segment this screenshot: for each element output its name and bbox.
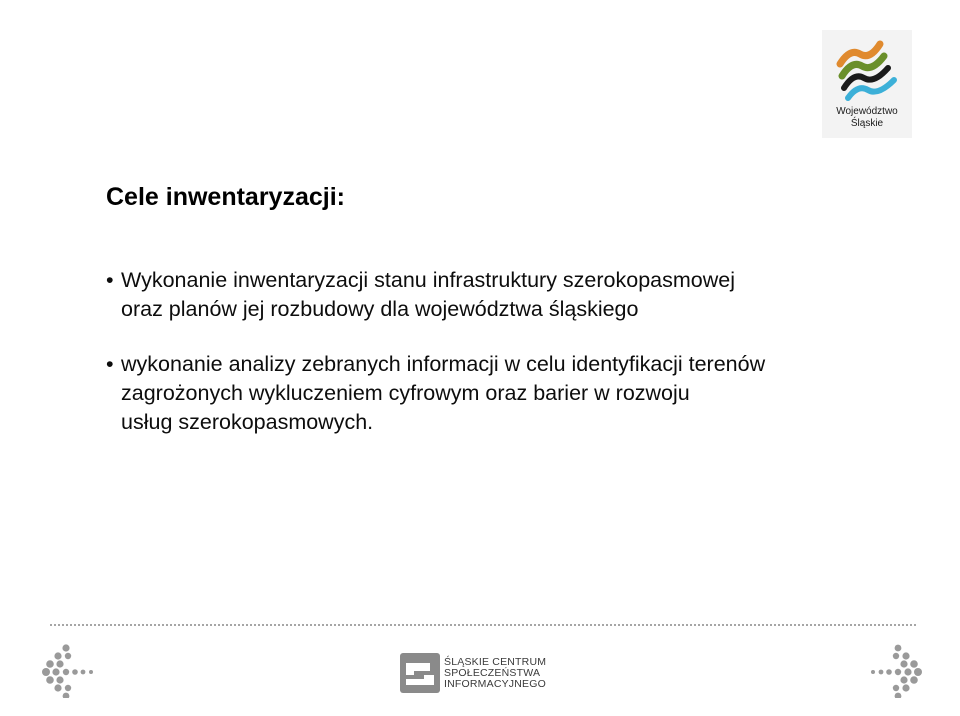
bullet-2-line-1: wykonanie analizy zebranych informacji w celu identyfikacji terenów bbox=[121, 352, 766, 376]
dot-arrow-icon bbox=[866, 642, 922, 698]
bullet-2-line-2: zagrożonych wykluczeniem cyfrowym oraz barier w rozwoju bbox=[121, 381, 690, 405]
scsi-logo-text bbox=[444, 657, 570, 690]
scsi-logo bbox=[400, 651, 570, 695]
bullet-item-1 bbox=[106, 266, 866, 324]
bullet-1-line-1: Wykonanie inwentaryzacji stanu infrastruktury szerokopasmowej bbox=[121, 268, 736, 292]
bullet-1-line-2: oraz planów jej rozbudowy dla województwa śląskiego bbox=[121, 297, 639, 321]
scsi-line-2: SPOŁECZEŃSTWA bbox=[444, 667, 541, 679]
bullet-item-2 bbox=[106, 350, 866, 437]
bullet-marker: • bbox=[106, 352, 114, 376]
logo-text-line-2: Śląskie bbox=[850, 118, 884, 129]
wojewodztwo-slaskie-logo bbox=[822, 30, 912, 138]
slide-title: Cele inwentaryzacji: bbox=[106, 183, 345, 211]
bullet-marker: • bbox=[106, 268, 114, 292]
dot-arrow-icon bbox=[42, 642, 98, 698]
bullet-list bbox=[106, 266, 866, 463]
wave-logo-icon bbox=[832, 34, 902, 104]
footer-separator bbox=[50, 624, 916, 626]
logo-text-line-1: Województwo bbox=[836, 106, 898, 117]
scsi-logo-icon bbox=[400, 653, 440, 693]
scsi-line-3: INFORMACYJNEGO bbox=[444, 678, 546, 690]
bullet-2-line-3: usług szerokopasmowych. bbox=[121, 410, 374, 434]
scsi-line-1: ŚLĄSKIE CENTRUM bbox=[444, 656, 547, 668]
